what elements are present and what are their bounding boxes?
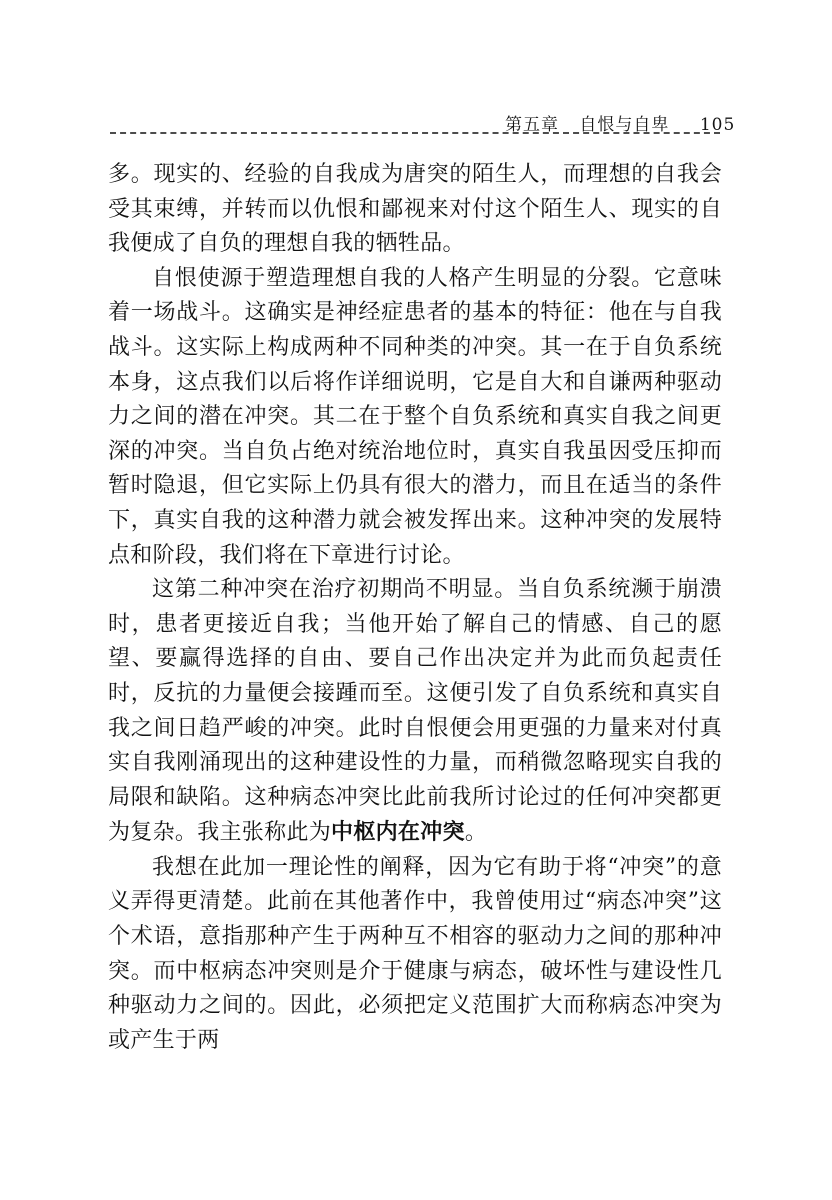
paragraph-3 [108, 573, 722, 851]
paragraph-4 [108, 851, 722, 1059]
chapter-title: 自恨与自卑 [579, 115, 670, 135]
header-rule [110, 132, 720, 134]
paragraph-2 [108, 262, 722, 573]
body-text [108, 158, 722, 1058]
paragraph-3-text: 这第二种冲突在治疗初期尚不明显。当自负系统濒于崩溃时，患者更接近自我；当他开始了解自己的情感、自己的愿望、要赢得选择的自由、要自己作出决定并为此而负起责任时，反抗的力量便会接踵而至。这便引发了自负系统和真实自我之间日趋严峻的冲突。此时自恨便会用更强的力量来对付真实自我刚涌现出的这种建设性的力量，而稍微忽略现实自我的局限和缺陷。这种病态冲突比此前我所讨论过的任何冲突都更为复杂。我主张称此为 [108, 577, 722, 846]
running-head [505, 110, 736, 135]
chapter-label: 第五章 [505, 115, 559, 135]
paragraph-2-text: 自恨使源于塑造理想自我的人格产生明显的分裂。它意味着一场战斗。这确实是神经症患者的基本的特征：他在与自我战斗。这实际上构成两种不同种类的冲突。其一在于自负系统本身，这点我们以后将作详细说明，它是自大和自谦两种驱动力之间的潜在冲突。其二在于整个自负系统和真实自我之间更深的冲突。当自负占绝对统治地位时，真实自我虽因受压抑而暂时隐退，但它实际上仍具有很大的潜力，而且在适当的条件下，真实自我的这种潜力就会被发挥出来。这种冲突的发展特点和阶段，我们将在下章进行讨论。 [108, 265, 722, 568]
paragraph-1 [108, 158, 722, 262]
paragraph-1-text: 多。现实的、经验的自我成为唐突的陌生人，而理想的自我会受其束缚，并转而以仇恨和鄙视来对付这个陌生人、现实的自我便成了自负的理想自我的牺牲品。 [108, 162, 722, 257]
paragraph-4-text: 我想在此加一理论性的阐释，因为它有助于将“冲突”的意义弄得更清楚。此前在其他著作中，我曾使用过“病态冲突”这个术语，意指那种产生于两种互不相容的驱动力之间的那种冲突。而中枢病态冲突则是介于健康与病态，破坏性与建设性几种驱动力之间的。因此，必须把定义范围扩大而称病态冲突为或产生于两 [108, 854, 722, 1053]
paragraph-3-ending: 。 [464, 820, 488, 846]
central-inner-conflict-term: 中枢内在冲突 [331, 819, 465, 846]
page-number: 105 [699, 115, 736, 135]
